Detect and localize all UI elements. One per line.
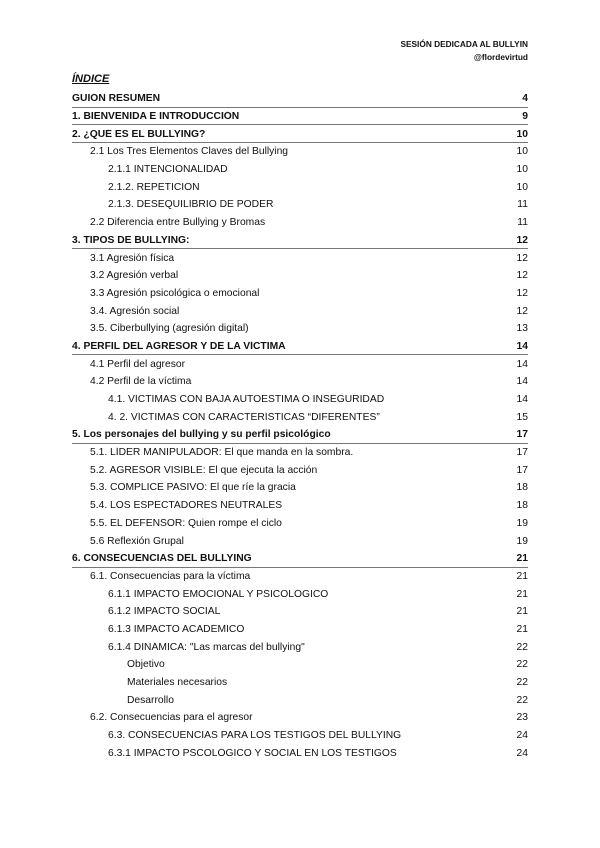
toc-entry-page-number: 22 xyxy=(516,694,528,706)
toc-entry[interactable] xyxy=(72,585,528,603)
toc-entry-label: 2.2 Diferencia entre Bullying y Bromas xyxy=(90,217,266,229)
toc-title: ÍNDICE xyxy=(72,73,110,85)
toc-entry-page-number: 10 xyxy=(516,146,528,158)
toc-entry-page-number: 12 xyxy=(516,252,528,264)
toc-entry-page-number: 10 xyxy=(516,128,528,140)
toc-entry[interactable] xyxy=(72,727,528,745)
toc-entry[interactable] xyxy=(72,603,528,621)
toc-entry-label: 3.1 Agresión física xyxy=(90,252,175,264)
toc-entry-label: 3.3 Agresión psicológica o emocional xyxy=(90,287,260,299)
toc-entry-page-number: 12 xyxy=(516,270,528,282)
toc-entry-page-number: 23 xyxy=(516,712,528,724)
toc-entry[interactable] xyxy=(72,125,528,143)
toc-entry-page-number: 21 xyxy=(516,553,528,565)
toc-entry-page-number: 21 xyxy=(516,588,528,600)
toc-entry-label: 3.2 Agresión verbal xyxy=(90,270,179,282)
toc-entry-page-number: 22 xyxy=(516,677,528,689)
toc-entry-label: Materiales necesarios xyxy=(127,677,228,689)
toc-entry-page-number: 17 xyxy=(516,429,528,441)
toc-entry-label: 2.1.3. DESEQUILIBRIO DE PODER xyxy=(108,199,274,211)
toc-entry-page-number: 18 xyxy=(516,500,528,512)
toc-entry-label: 3.4. Agresión social xyxy=(90,305,180,317)
toc-entry[interactable] xyxy=(72,355,528,373)
toc-entry-page-number: 10 xyxy=(516,181,528,193)
toc-entry-label: GUIÓN RESUMEN xyxy=(72,93,161,105)
toc-entry-label: 2.1.1 INTENCIONALIDAD xyxy=(108,164,228,176)
toc-entry-label: 6. CONSECUENCIAS DEL BULLYING xyxy=(72,553,252,565)
toc-entry-label: 5.6 Reflexión Grupal xyxy=(90,535,184,547)
toc-entry-label: 6.2. Consecuencias para el agresor xyxy=(90,712,253,724)
toc-entry-label: 3.5. Ciberbullying (agresión digital) xyxy=(90,323,249,335)
toc-entry-page-number: 14 xyxy=(516,340,528,352)
toc-entry[interactable] xyxy=(72,232,528,250)
toc-entry-label: 5.3. COMPLICE PASIVO: El que ríe la gracia xyxy=(90,482,296,494)
toc-entry-label: 5.5. EL DEFENSOR: Quien rompe el ciclo xyxy=(90,517,282,529)
toc-entry-page-number: 14 xyxy=(516,376,528,388)
toc-entry-label: 5.2. AGRESOR VISIBLE: El que ejecuta la acción xyxy=(90,464,318,476)
toc-entry-label: 4.2 Perfil de la víctima xyxy=(90,376,192,388)
toc-entry-label: 5.1. LÍDER MANIPULADOR: El que manda en la sombra. xyxy=(90,447,354,459)
toc-entry-page-number: 24 xyxy=(516,730,528,742)
toc-entry-page-number: 18 xyxy=(516,482,528,494)
toc-entry[interactable] xyxy=(72,391,528,409)
toc-entry-page-number: 19 xyxy=(516,535,528,547)
toc-entry-page-number: 11 xyxy=(517,217,528,229)
toc-entry[interactable] xyxy=(72,196,528,214)
toc-entry[interactable] xyxy=(72,709,528,727)
toc-entry-label: Objetivo xyxy=(127,659,165,671)
toc-entry-label: 4. PERFIL DEL AGRESOR Y DE LA VÍCTIMA xyxy=(72,340,286,352)
toc-entry[interactable] xyxy=(72,479,528,497)
toc-entry-label: Desarrollo xyxy=(127,694,174,706)
toc-entry-page-number: 21 xyxy=(516,606,528,618)
toc-entry-page-number: 24 xyxy=(516,747,528,759)
toc-entry-label: 6.1. Consecuencias para la víctima xyxy=(90,570,251,582)
toc-entry[interactable] xyxy=(72,497,528,515)
header-handle: @flordevirtud xyxy=(473,52,528,62)
toc-entry[interactable] xyxy=(72,621,528,639)
toc-entry-label: 6.3.1 IMPACTO PSCOLÓGICO Y SOCIAL EN LOS TESTIGOS xyxy=(108,747,397,759)
toc-entry[interactable] xyxy=(72,338,528,356)
toc-entry-label: 2.1.2. REPETICIÓN xyxy=(108,181,200,193)
toc-entry[interactable] xyxy=(72,214,528,232)
toc-entry-label: 3. TIPOS DE BULLYING: xyxy=(72,234,190,246)
toc-entry[interactable] xyxy=(72,515,528,533)
toc-entry-page-number: 12 xyxy=(516,305,528,317)
table-of-contents xyxy=(72,90,528,762)
page-header xyxy=(400,38,528,64)
toc-entry-page-number: 9 xyxy=(522,111,528,123)
toc-entry[interactable] xyxy=(72,532,528,550)
toc-entry-label: 6.1.3 IMPACTO ACADÉMICO xyxy=(108,623,245,635)
toc-entry[interactable] xyxy=(72,373,528,391)
toc-entry[interactable] xyxy=(72,444,528,462)
toc-entry-page-number: 12 xyxy=(516,234,528,246)
toc-entry-page-number: 19 xyxy=(516,517,528,529)
toc-entry-label: 4.1 Perfil del agresor xyxy=(90,358,186,370)
toc-entry[interactable] xyxy=(72,302,528,320)
toc-entry[interactable] xyxy=(72,178,528,196)
toc-entry-page-number: 22 xyxy=(516,641,528,653)
toc-entry[interactable] xyxy=(72,108,528,126)
toc-entry-label: 4.1. VÍCTIMAS CON BAJA AUTOESTIMA O INSEGURIDAD xyxy=(108,394,385,406)
toc-entry-label: 6.1.1 IMPACTO EMOCIONAL Y PSICOLÓGICO xyxy=(108,588,329,600)
toc-entry-page-number: 11 xyxy=(517,199,528,211)
toc-entry-label: 1. BIENVENIDA E INTRODUCCIÓN xyxy=(72,111,240,123)
toc-entry[interactable] xyxy=(72,267,528,285)
toc-entry[interactable] xyxy=(72,143,528,161)
toc-entry[interactable] xyxy=(72,408,528,426)
toc-entry[interactable] xyxy=(72,691,528,709)
toc-entry[interactable] xyxy=(72,249,528,267)
toc-entry-label: 2. ¿QUÉ ES EL BULLYING? xyxy=(72,128,206,140)
header-session-title: SESIÓN DEDICADA AL BULLYIN xyxy=(400,39,528,49)
toc-entry[interactable] xyxy=(72,568,528,586)
toc-entry[interactable] xyxy=(72,161,528,179)
toc-entry[interactable] xyxy=(72,90,528,108)
toc-entry-label: 6.1.2 IMPACTO SOCIAL xyxy=(108,606,221,618)
toc-entry-page-number: 22 xyxy=(516,659,528,671)
toc-entry-page-number: 14 xyxy=(516,394,528,406)
toc-entry[interactable] xyxy=(72,638,528,656)
toc-entry-label: 5. Los personajes del bullying y su perfil psicológico xyxy=(72,429,331,441)
toc-entry[interactable] xyxy=(72,656,528,674)
toc-entry-page-number: 4 xyxy=(522,93,528,105)
toc-entry-page-number: 21 xyxy=(516,570,528,582)
toc-entry[interactable] xyxy=(72,550,528,568)
toc-entry[interactable] xyxy=(72,320,528,338)
toc-entry-label: 6.1.4 DINÁMICA: "Las marcas del bullying" xyxy=(108,641,305,653)
toc-entry[interactable] xyxy=(72,426,528,444)
toc-entry[interactable] xyxy=(72,744,528,762)
toc-entry-page-number: 14 xyxy=(516,358,528,370)
toc-entry-page-number: 10 xyxy=(516,164,528,176)
toc-entry[interactable] xyxy=(72,461,528,479)
toc-entry-page-number: 21 xyxy=(516,623,528,635)
toc-entry-label: 5.4. LOS ESPECTADORES NEUTRALES xyxy=(90,500,283,512)
toc-entry[interactable] xyxy=(72,674,528,692)
toc-entry-label: 4. 2. VÍCTIMAS CON CARACTERÍSTICAS “DIFERENTES” xyxy=(108,411,380,423)
toc-entry-page-number: 17 xyxy=(516,447,528,459)
toc-entry-label: 2.1 Los Tres Elementos Claves del Bullying xyxy=(90,146,289,158)
toc-entry-page-number: 17 xyxy=(516,464,528,476)
toc-entry-page-number: 12 xyxy=(516,287,528,299)
toc-entry[interactable] xyxy=(72,285,528,303)
toc-entry-label: 6.3. CONSECUENCIAS PARA LOS TESTIGOS DEL BULLYING xyxy=(108,730,402,742)
toc-entry-page-number: 15 xyxy=(516,411,528,423)
toc-entry-page-number: 13 xyxy=(516,323,528,335)
